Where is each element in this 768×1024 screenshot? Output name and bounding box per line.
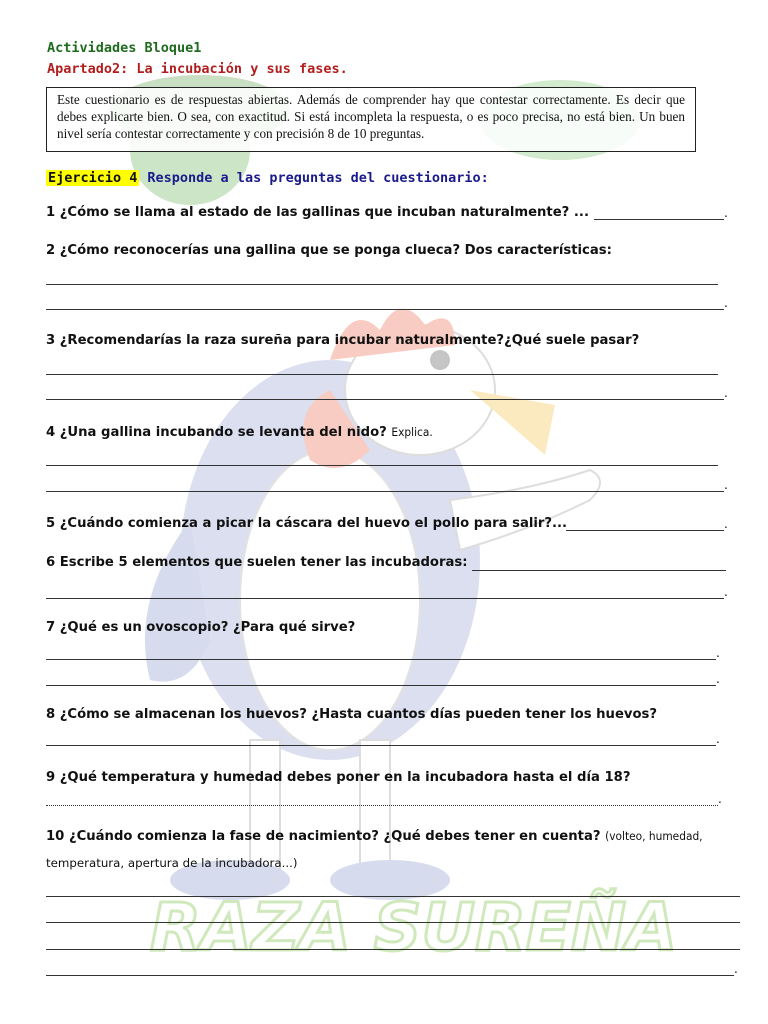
period: . bbox=[716, 646, 720, 660]
period: . bbox=[724, 478, 728, 492]
answer-line-4a[interactable] bbox=[46, 465, 718, 466]
period: . bbox=[724, 206, 728, 220]
instructions-box bbox=[46, 87, 696, 152]
answer-line-4b[interactable] bbox=[46, 491, 724, 492]
answer-line-3a[interactable] bbox=[46, 374, 718, 375]
question-9 bbox=[46, 770, 631, 785]
section-title: Apartado2: La incubación y sus fases. bbox=[47, 61, 348, 77]
question-7-text: 7 ¿Qué es un ovoscopio? ¿Para qué sirve? bbox=[46, 620, 356, 635]
exercise-tag: Ejercicio 4 bbox=[48, 170, 138, 186]
answer-line-8[interactable] bbox=[46, 745, 716, 746]
instructions-text: Este cuestionario es de respuestas abiertas. Además de comprender hay que contestar correctamente. Es decir que debes explicarte bien. O sea, con exactitud. Si está incompleta la respuesta, o es poco precisa, no está bien. Un buen nivel sería contestar correctamente y con precisión 8 de 10 preguntas. bbox=[57, 92, 685, 141]
question-5-text: 5 ¿Cuándo comienza a picar la cáscara del huevo el pollo para salir?... bbox=[46, 516, 568, 531]
question-8-text: 8 ¿Cómo se almacenan los huevos? ¿Hasta cuantos días pueden tener los huevos? bbox=[46, 707, 658, 722]
period: . bbox=[716, 732, 720, 746]
answer-line-10a[interactable] bbox=[46, 896, 740, 897]
question-2-text: 2 ¿Cómo reconocerías una gallina que se ponga clueca? Dos características: bbox=[46, 243, 612, 258]
question-10 bbox=[46, 829, 703, 844]
exercise-heading bbox=[46, 170, 489, 186]
question-3-text: 3 ¿Recomendarías la raza sureña para incubar naturalmente?¿Qué suele pasar? bbox=[46, 333, 640, 348]
question-1 bbox=[46, 205, 589, 220]
question-1-text: 1 ¿Cómo se llama al estado de las gallinas que incuban naturalmente? ... bbox=[46, 205, 589, 220]
question-8 bbox=[46, 707, 657, 722]
answer-line-10c[interactable] bbox=[46, 949, 740, 950]
block-title: Actividades Bloque1 bbox=[47, 40, 202, 56]
answer-line-10d[interactable] bbox=[46, 975, 734, 976]
exercise-description: Responde a las preguntas del cuestionario: bbox=[147, 170, 489, 186]
period: . bbox=[724, 386, 728, 400]
question-10-note-b: temperatura, apertura de la incubadora...) bbox=[46, 856, 298, 870]
question-3 bbox=[46, 333, 639, 348]
question-4 bbox=[46, 425, 433, 440]
answer-line-2b[interactable] bbox=[46, 309, 724, 310]
period: . bbox=[724, 517, 728, 531]
question-4-note: Explica. bbox=[391, 425, 433, 439]
answer-line-2a[interactable] bbox=[46, 284, 718, 285]
answer-line-3b[interactable] bbox=[46, 399, 724, 400]
answer-line-1[interactable] bbox=[594, 219, 724, 220]
question-4-text: 4 ¿Una gallina incubando se levanta del nido? bbox=[46, 425, 387, 440]
period: . bbox=[734, 962, 738, 976]
question-10-text: 10 ¿Cuándo comienza la fase de nacimiento? ¿Qué debes tener en cuenta? bbox=[46, 829, 601, 844]
answer-line-9[interactable] bbox=[46, 805, 718, 806]
period: . bbox=[716, 672, 720, 686]
question-5 bbox=[46, 516, 567, 531]
answer-line-7b[interactable] bbox=[46, 685, 716, 686]
answer-line-5[interactable] bbox=[566, 530, 724, 531]
period: . bbox=[718, 792, 722, 806]
question-7 bbox=[46, 620, 355, 635]
answer-line-6b[interactable] bbox=[46, 598, 724, 599]
period: . bbox=[724, 296, 728, 310]
question-6-text: 6 Escribe 5 elementos que suelen tener las incubadoras: bbox=[46, 555, 468, 570]
watermark-text: RAZA SUREÑA bbox=[150, 889, 678, 966]
question-9-text: 9 ¿Qué temperatura y humedad debes poner en la incubadora hasta el día 18? bbox=[46, 770, 631, 785]
answer-line-10b[interactable] bbox=[46, 922, 740, 923]
question-10-note-a: (volteo, humedad, bbox=[605, 829, 703, 843]
period: . bbox=[724, 585, 728, 599]
answer-line-6a[interactable] bbox=[472, 570, 726, 571]
answer-line-7a[interactable] bbox=[46, 659, 716, 660]
question-2 bbox=[46, 243, 612, 258]
question-6 bbox=[46, 555, 468, 570]
